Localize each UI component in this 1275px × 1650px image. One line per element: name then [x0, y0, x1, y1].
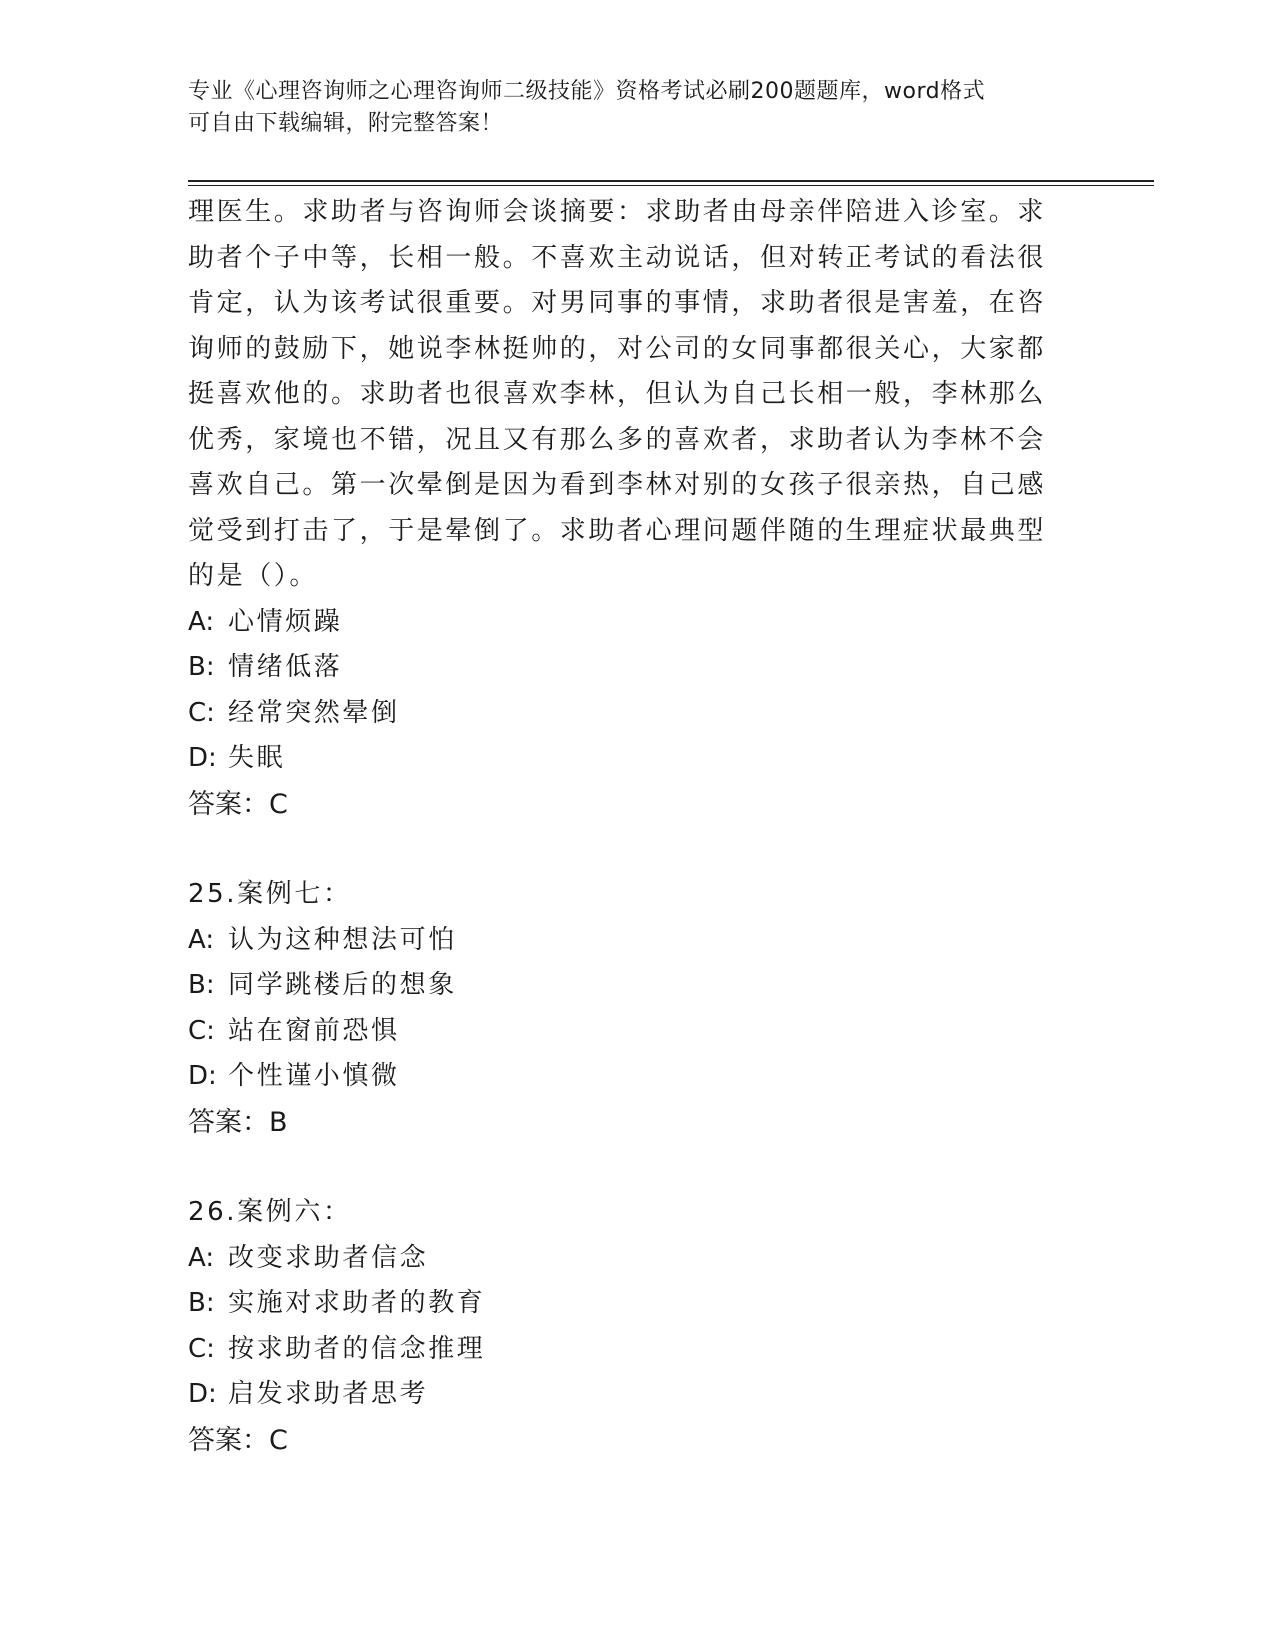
option-d [188, 1372, 1068, 1418]
option-b [188, 1281, 1068, 1327]
option-letter: D: [188, 743, 217, 773]
option-text: 失眠 [228, 743, 286, 773]
option-letter: B: [188, 1288, 215, 1318]
answer-line: 答案：C [188, 788, 288, 820]
question-title: 26.案例六： [188, 1197, 352, 1227]
option-d [188, 1054, 1068, 1100]
option-c [188, 1009, 1068, 1055]
option-letter: A: [188, 924, 215, 955]
option-d [188, 736, 1068, 782]
option-a [188, 918, 1068, 964]
option-a [188, 1236, 1068, 1282]
question-25 [188, 872, 1068, 1145]
header-divider-thin [188, 185, 1154, 186]
answer-line: 答案：B [188, 1106, 288, 1138]
option-text: 经常突然晕倒 [228, 697, 400, 728]
option-letter: D: [188, 1379, 217, 1409]
question-list [188, 190, 1068, 1463]
option-text: 心情烦躁 [228, 606, 343, 637]
header-line-1: 专业《心理咨询师之心理咨询师二级技能》资格考试必刷200题题库，word格式 [188, 79, 986, 104]
option-b [188, 645, 1068, 691]
option-text: 同学跳楼后的想象 [228, 970, 457, 1000]
option-letter: C: [188, 1333, 215, 1364]
document-header [188, 76, 1068, 140]
question-26 [188, 1190, 1068, 1463]
option-letter: B: [188, 652, 215, 682]
option-a [188, 600, 1068, 646]
option-text: 启发求助者思考 [228, 1379, 429, 1409]
option-text: 改变求助者信念 [228, 1242, 429, 1273]
option-text: 按求助者的信念推理 [228, 1333, 486, 1364]
option-text: 认为这种想法可怕 [228, 924, 457, 955]
question-title: 25.案例七： [188, 879, 352, 909]
option-text: 站在窗前恐惧 [228, 1015, 400, 1046]
option-letter: A: [188, 606, 215, 637]
answer-line: 答案：C [188, 1424, 288, 1456]
option-text: 实施对求助者的教育 [228, 1288, 486, 1318]
option-letter: D: [188, 1061, 217, 1091]
option-letter: C: [188, 1015, 215, 1046]
option-letter: C: [188, 697, 215, 728]
option-c [188, 691, 1068, 737]
option-letter: A: [188, 1242, 215, 1273]
option-c [188, 1327, 1068, 1373]
question-stem: 理医生。求助者与咨询师会谈摘要：求助者由母亲伴陪进入诊室。求助者个子中等，长相一般。不喜欢主动说话，但对转正考试的看法很肯定，认为该考试很重要。对男同事的事情，求助者很是害羞，在咨询师的鼓励下，她说李林挺帅的，对公司的女同事都很关心，大家都挺喜欢他的。求助者也很喜欢李林，但认为自己长相一般，李林那么优秀，家境也不错，况且又有那么多的喜欢者，求助者认为李林不会喜欢自己。第一次晕倒是因为看到李林对别的女孩子很亲热，自己感觉受到打击了，于是晕倒了。求助者心理问题伴随的生理症状最典型的是（）。 [188, 197, 1047, 591]
option-letter: B: [188, 970, 215, 1000]
question-continued [188, 190, 1068, 827]
header-divider-thick [188, 180, 1154, 182]
option-text: 情绪低落 [228, 652, 343, 682]
header-line-2: 可自由下载编辑，附完整答案！ [188, 111, 504, 136]
option-b [188, 963, 1068, 1009]
option-text: 个性谨小慎微 [228, 1061, 400, 1091]
